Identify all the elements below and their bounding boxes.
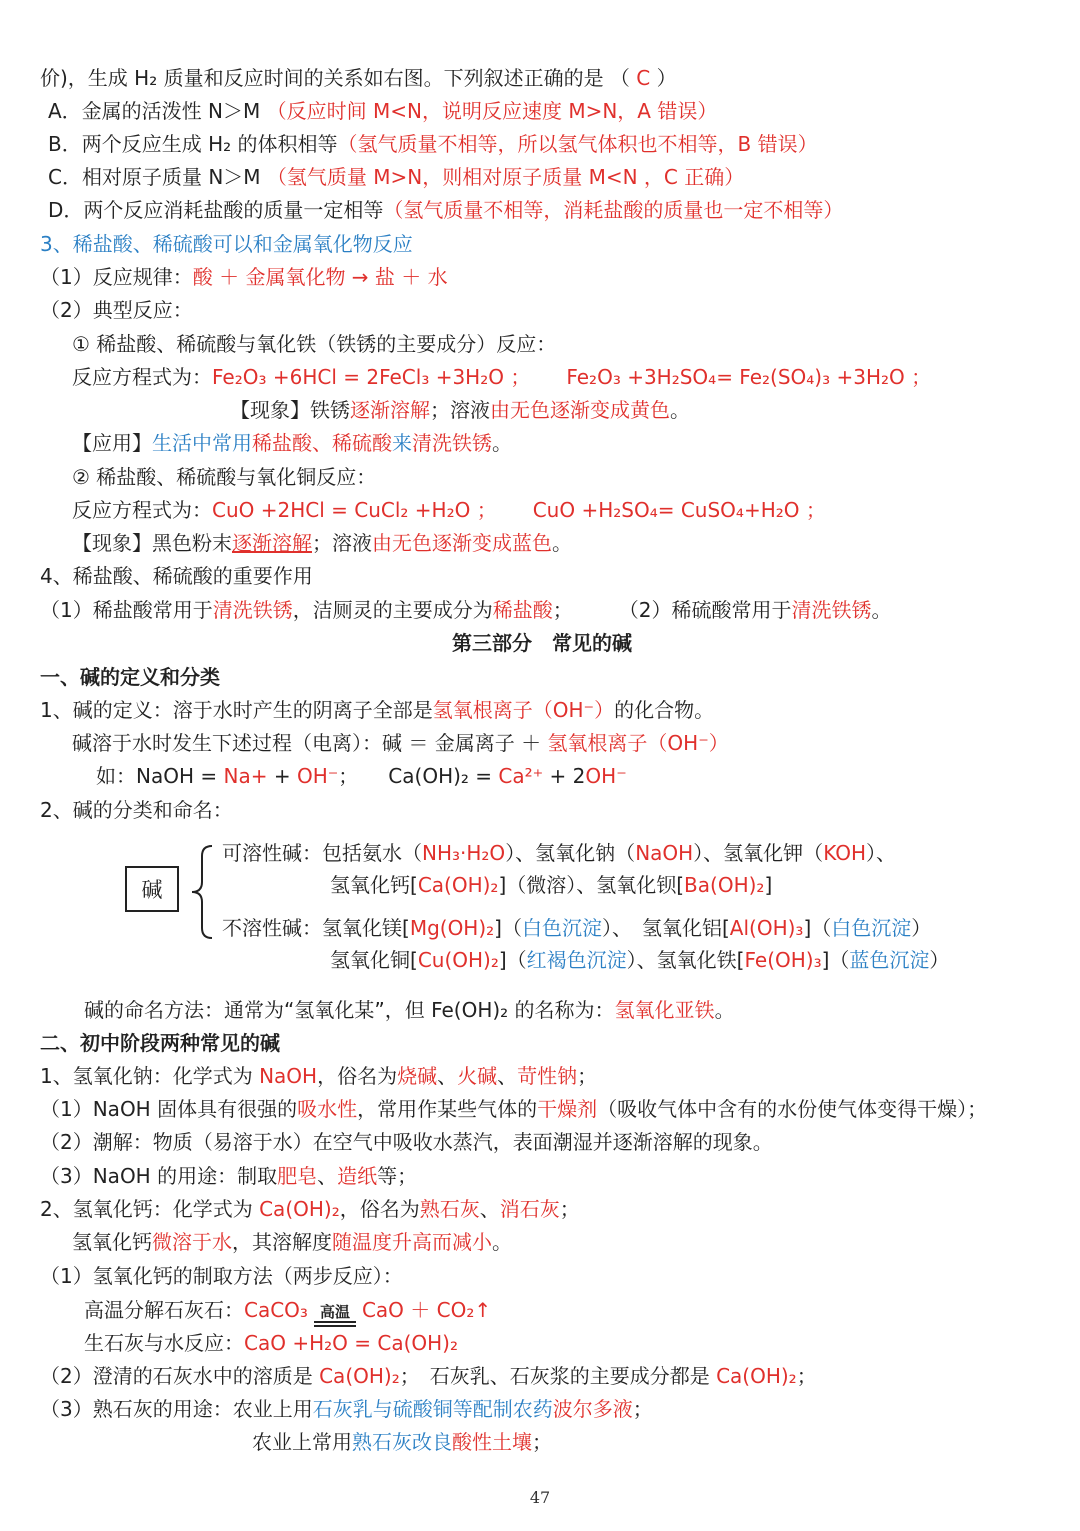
naming-rule: 碱的命名方法：通常为“氢氧化某”，但 Fe(OH)₂ 的名称为：氢氧化亚铁。	[84, 998, 735, 1022]
naoh-property-1: （1）NaOH 固体具有很强的吸水性，常用作某些气体的干燥剂（吸收气体中含有的水份使气体变得干燥）；	[40, 1097, 988, 1121]
answer: C	[636, 66, 651, 90]
typical-reaction-heading: （2）典型反应：	[40, 298, 193, 322]
part-3-title: 第三部分 常见的碱	[452, 631, 632, 655]
reaction-2-equations: 反应方程式为：CuO +2HCl = CuCl₂ +H₂O ； CuO +H₂SO₄= CuSO₄+H₂O ；	[72, 498, 826, 522]
base-box: 碱	[125, 866, 179, 912]
option-d: D．两个反应消耗盐酸的质量一定相等（氢气质量不相等，消耗盐酸的质量也一定不相等）	[48, 198, 844, 222]
question-stem: 价)，生成 H₂ 质量和反应时间的关系如右图。下列叙述正确的是 （ C ）	[40, 66, 677, 90]
reaction-1-phenomenon: 【现象】铁锈逐渐溶解；溶液由无色逐渐变成黄色。	[230, 398, 690, 422]
reaction-1-equations: 反应方程式为：Fe₂O₃ +6HCl = 2FeCl₃ +3H₂O ； Fe₂O₃ +3H₂SO₄= Fe₂(SO₄)₃ +3H₂O ；	[72, 365, 932, 389]
naoh-property-3: （3）NaOH 的用途：制取肥皂、造纸等；	[40, 1164, 418, 1188]
reaction-2-title: ② 稀盐酸、稀硫酸与氧化铜反应：	[72, 465, 377, 489]
reaction-condition: 高温	[314, 1305, 356, 1327]
option-b: B．两个反应生成 H₂ 的体积相等（氢气质量不相等，所以氢气体积也不相等，B 错误）	[48, 132, 818, 156]
reaction-1-title: ① 稀盐酸、稀硫酸与氧化铁（铁锈的主要成分）反应：	[72, 332, 557, 356]
naoh-property-2: （2）潮解：物质（易溶于水）在空气中吸收水蒸汽，表面潮湿并逐渐溶解的现象。	[40, 1130, 773, 1154]
heading-1: 一、碱的定义和分类	[40, 665, 220, 689]
page-number: 47	[529, 1488, 551, 1507]
heading-2: 二、初中阶段两种常见的碱	[40, 1031, 280, 1055]
classification-title: 2、碱的分类和命名：	[40, 798, 233, 822]
ionization-example: 如：NaOH = Na+ + OH⁻； Ca(OH)₂ = Ca²⁺ + 2OH⁻	[96, 764, 627, 788]
caoh2-preparation-title: （1）氢氧化钙的制取方法（两步反应）：	[40, 1264, 403, 1288]
reaction-2-phenomenon: 【现象】黑色粉末逐渐溶解；溶液由无色逐渐变成蓝色。	[72, 531, 572, 555]
limewater: （2）澄清的石灰水中的溶质是 Ca(OH)₂； 石灰乳、石灰浆的主要成分都是 Ca(OH)₂；	[40, 1364, 817, 1388]
insoluble-bases-line-2: 氢氧化铜[Cu(OH)₂]（红褐色沉淀）、氢氧化铁[Fe(OH)₃]（蓝色沉淀）	[330, 948, 950, 972]
section-4-uses: （1）稀盐酸常用于清洗铁锈，洁厕灵的主要成分为稀盐酸； （2）稀硫酸常用于清洗铁锈。	[40, 598, 892, 622]
soluble-bases-line-1: 可溶性碱：包括氨水（NH₃·H₂O）、氢氧化钠（NaOH）、氢氧化钾（KOH）、	[222, 841, 896, 865]
ionization: 碱溶于水时发生下述过程（电离）：碱 ＝ 金属离子 ＋ 氢氧根离子（OH⁻）	[72, 731, 729, 755]
naoh-title: 1、氢氧化钠：化学式为 NaOH，俗名为烧碱、火碱、苛性钠；	[40, 1064, 598, 1088]
soluble-bases-line-2: 氢氧化钙[Ca(OH)₂]（微溶）、氢氧化钡[Ba(OH)₂]	[330, 873, 773, 897]
caoh2-title: 2、氢氧化钙：化学式为 Ca(OH)₂，俗名为熟石灰、消石灰；	[40, 1197, 580, 1221]
base-definition: 1、碱的定义：溶于水时产生的阴离子全部是氢氧根离子（OH⁻）的化合物。	[40, 698, 715, 722]
brace-icon	[186, 842, 216, 942]
section-4-title: 4、稀盐酸、稀硫酸的重要作用	[40, 564, 313, 588]
slaked-lime-use-2: 农业上常用熟石灰改良酸性土壤；	[252, 1430, 552, 1454]
application: 【应用】生活中常用稀盐酸、稀硫酸来清洗铁锈。	[72, 431, 512, 455]
insoluble-bases-line-1: 不溶性碱：氢氧化镁[Mg(OH)₂]（白色沉淀）、 氢氧化铝[Al(OH)₃]（白色沉淀）	[222, 916, 932, 940]
preparation-step-1: 高温分解石灰石：CaCO₃ 高温 CaO ＋ CO₂↑	[84, 1296, 491, 1324]
caoh2-solubility: 氢氧化钙微溶于水，其溶解度随温度升高而减小。	[72, 1230, 512, 1254]
option-a: A．金属的活泼性 N＞M （反应时间 M<N，说明反应速度 M>N，A 错误）	[48, 99, 718, 123]
slaked-lime-use-1: （3）熟石灰的用途：农业上用石灰乳与硫酸铜等配制农药波尔多液；	[40, 1397, 653, 1421]
option-c: C．相对原子质量 N＞M （氢气质量 M>N，则相对原子质量 M<N ，C 正确）	[48, 165, 745, 189]
reaction-rule: （1）反应规律：酸 ＋ 金属氧化物 → 盐 ＋ 水	[40, 265, 448, 289]
section-3-title: 3、稀盐酸、稀硫酸可以和金属氧化物反应	[40, 232, 413, 256]
preparation-step-2: 生石灰与水反应：CaO +H₂O = Ca(OH)₂	[84, 1331, 458, 1355]
